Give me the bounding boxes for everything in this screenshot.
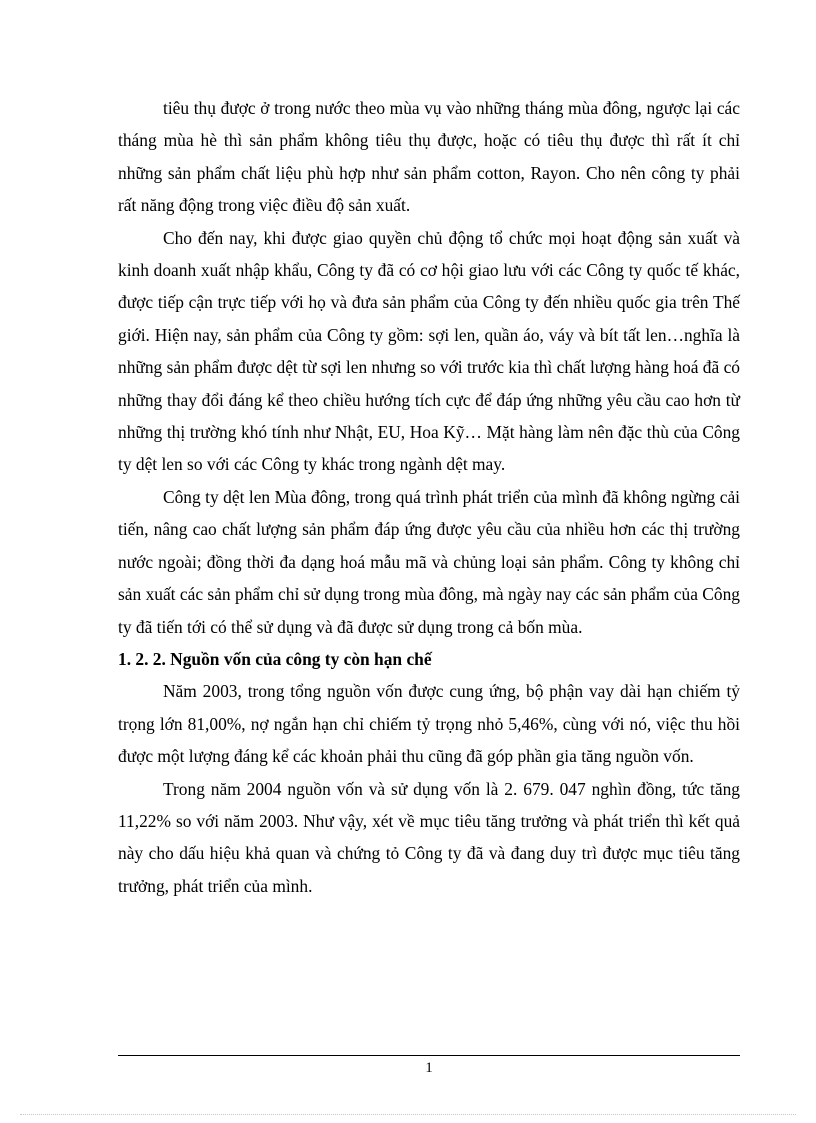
body-paragraph-3: Công ty dệt len Mùa đông, trong quá trình phát triển của mình đã không ngừng cải tiến, nâng cao chất lượng sản phẩm đáp ứng được yêu cầu của nhiều hơn các thị trường nước ngoài; đồng thời đa dạng hoá mẫu mã và chủng loại sản phẩm. Công ty không chỉ sản xuất các sản phẩm chỉ sử dụng trong mùa đông, mà ngày nay các sản phẩm của Công ty đã tiến tới có thể sử dụng và đã được sử dụng trong cả bốn mùa. [118,486,740,637]
body-paragraph-1: tiêu thụ được ở trong nước theo mùa vụ vào những tháng mùa đông, ngược lại các tháng mùa hè thì sản phẩm không tiêu thụ được, hoặc có tiêu thụ được thì rất ít chỉ những sản phẩm chất liệu phù hợp như sản phẩm cotton, Rayon. Cho nên công ty phải rất năng động trong việc điều độ sản xuất. [118,98,740,216]
document-page [118,92,740,902]
section-paragraph-1: Năm 2003, trong tổng nguồn vốn được cung ứng, bộ phận vay dài hạn chiếm tỷ trọng lớn 81,00%, nợ ngắn hạn chỉ chiếm tỷ trọng nhỏ 5,46%, cùng với nó, việc thu hồi được một lượng đáng kể các khoản phải thu cũng đã góp phần gia tăng nguồn vốn. [118,681,740,767]
body-paragraph-2: Cho đến nay, khi được giao quyền chủ động tổ chức mọi hoạt động sản xuất và kinh doanh xuất nhập khẩu, Công ty đã có cơ hội giao lưu với các Công ty quốc tế khác, được tiếp cận trực tiếp với họ và đưa sản phẩm của Công ty đến nhiều quốc gia trên Thế giới. Hiện nay, sản phẩm của Công ty gồm: sợi len, quần áo, váy và bít tất len…nghĩa là những sản phẩm được dệt từ sợi len nhưng so với trước kia thì chất lượng hàng hoá đã có những thay đổi đáng kể theo chiều hướng tích cực để đáp ứng những yêu cầu cao hơn từ những thị trường khó tính như Nhật, EU, Hoa Kỹ… Mặt hàng làm nên đặc thù của Công ty dệt len so với các Công ty khác trong ngành dệt may. [118,227,740,475]
section-heading: 1. 2. 2. Nguồn vốn của công ty còn hạn chế [118,648,432,669]
page-number: 1 [425,1060,433,1076]
footer-divider [118,1055,740,1056]
section-paragraph-2: Trong năm 2004 nguồn vốn và sử dụng vốn là 2. 679. 047 nghìn đồng, tức tăng 11,22% so với năm 2003. Như vậy, xét về mục tiêu tăng trưởng và phát triển thì kết quả này cho dấu hiệu khả quan và chứng tỏ Công ty đã và đang duy trì được mục tiêu tăng trưởng, phát triển của mình. [118,778,740,896]
page-edge-guide [20,1114,796,1115]
